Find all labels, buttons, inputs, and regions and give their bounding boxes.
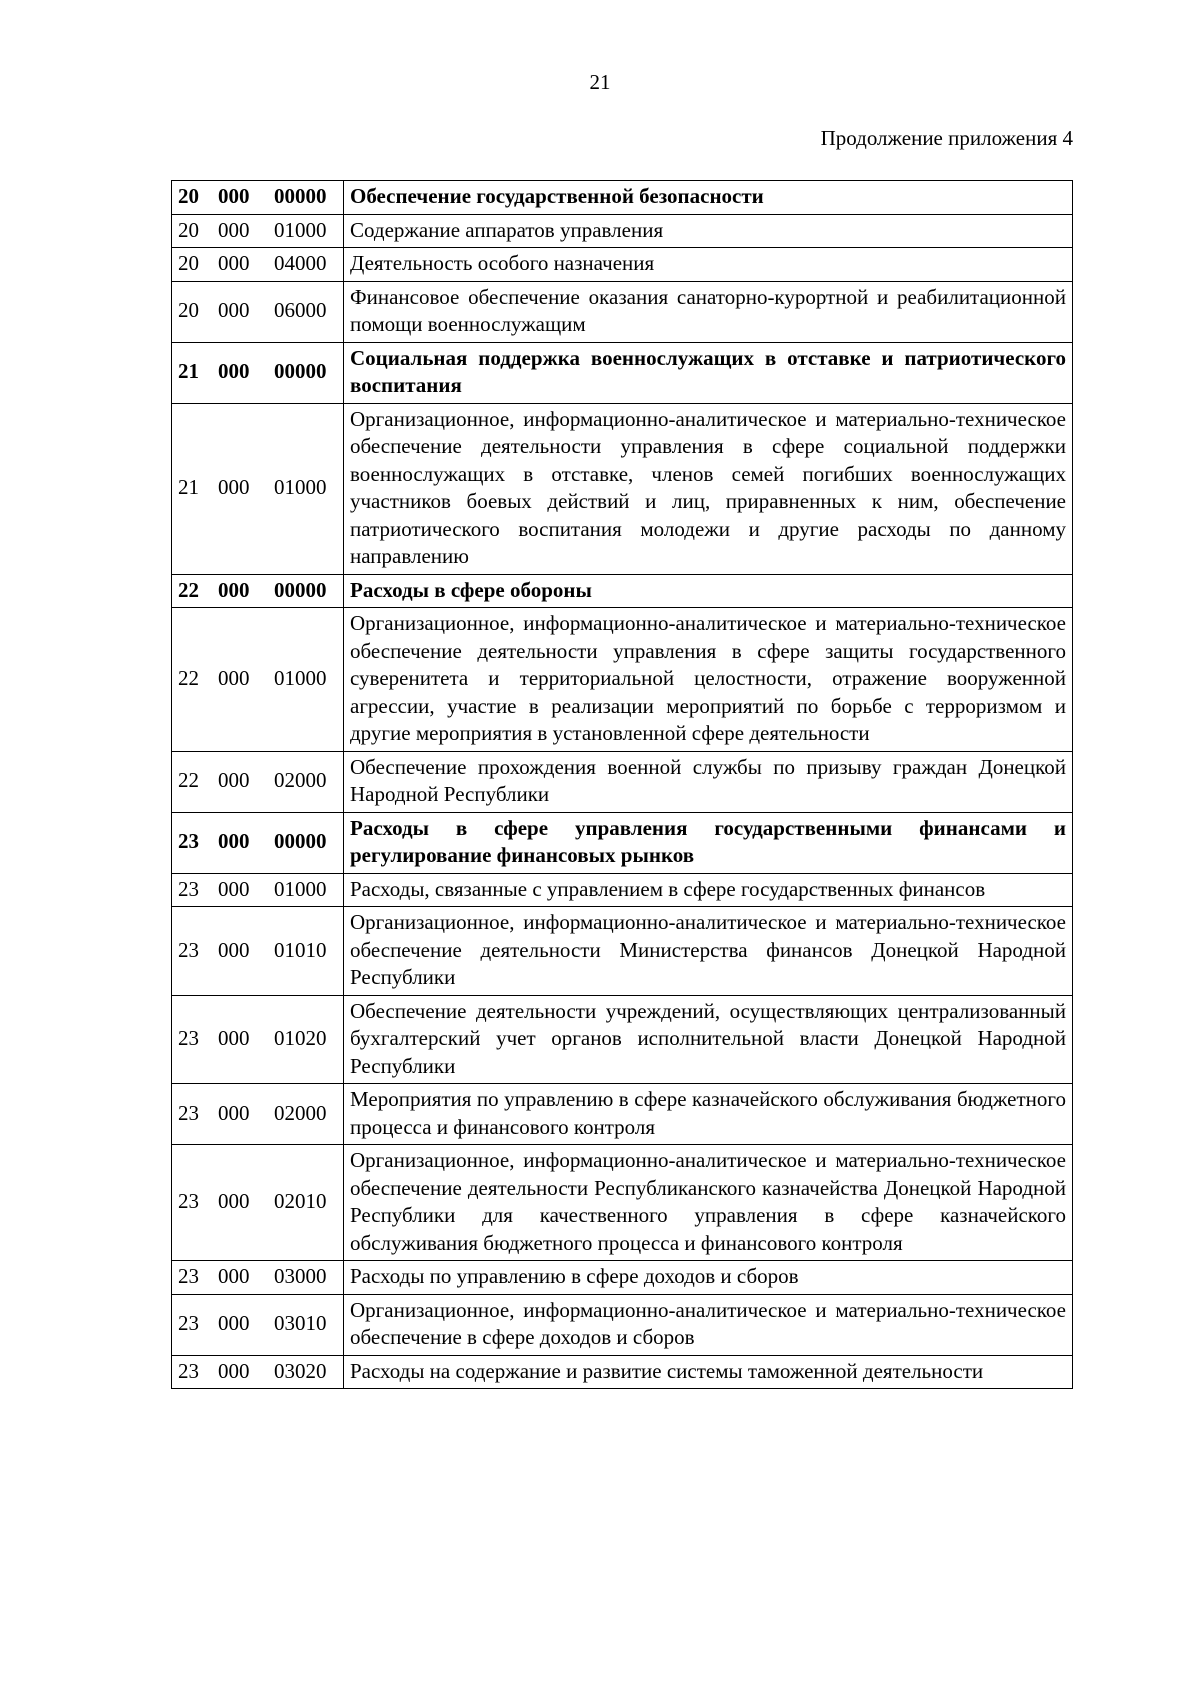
description-cell: Финансовое обеспечение оказания санаторно-курортной и реабилитационной помощи военнослужащим	[344, 281, 1073, 342]
code-part-2: 000	[218, 1026, 250, 1050]
table-row	[172, 995, 1073, 1084]
code-cell	[172, 574, 344, 608]
table-row	[172, 1355, 1073, 1389]
code-part-3: 06000	[274, 298, 327, 323]
code-part-2: 000	[218, 1311, 250, 1336]
table-row	[172, 1145, 1073, 1261]
table-row	[172, 1084, 1073, 1145]
code-part-1: 22	[178, 666, 199, 690]
table-row	[172, 248, 1073, 282]
code-part-2: 000	[218, 359, 250, 384]
table-row	[172, 403, 1073, 574]
description-cell: Мероприятия по управлению в сфере казначейского обслуживания бюджетного процесса и финансового контроля	[344, 1084, 1073, 1145]
code-part-3: 01000	[274, 217, 327, 242]
code-part-1: 23	[178, 1189, 199, 1214]
code-part-3: 00000	[274, 359, 327, 384]
description-cell: Расходы в сфере управления государственными финансами и регулирование финансовых рынков	[344, 812, 1073, 873]
description-cell: Организационное, информационно-аналитическое и материально-техническое обеспечение в сфере доходов и сборов	[344, 1294, 1073, 1355]
table-row	[172, 1261, 1073, 1295]
code-part-1: 20	[178, 217, 199, 242]
description-cell: Расходы по управлению в сфере доходов и сборов	[344, 1261, 1073, 1295]
description-cell: Организационное, информационно-аналитическое и материально-техническое обеспечение деятельности Министерства финансов Донецкой Народной Республики	[344, 907, 1073, 996]
table-row	[172, 873, 1073, 907]
code-part-3: 03020	[274, 1358, 327, 1383]
code-part-3: 01000	[274, 876, 327, 901]
description-cell: Деятельность особого назначения	[344, 248, 1073, 282]
code-part-2: 000	[218, 475, 250, 500]
code-part-1: 23	[178, 1311, 199, 1336]
code-part-1: 23	[178, 1100, 199, 1125]
code-part-3: 01000	[274, 475, 327, 500]
description-cell: Организационное, информационно-аналитическое и материально-техническое обеспечение деятельности управления в сфере социальной поддержки военнослужащих в отставке, членов семей погибших военнослужащих участников боевых действий и лиц, приравненных к ним, обеспечение патриотического воспитания молодежи и другие расходы по данному направлению	[344, 403, 1073, 574]
code-part-2: 000	[218, 577, 250, 602]
code-part-1: 23	[178, 876, 199, 901]
code-cell	[172, 812, 344, 873]
code-part-2: 000	[218, 298, 250, 323]
code-cell	[172, 751, 344, 812]
code-part-2: 000	[218, 184, 250, 208]
code-cell	[172, 1294, 344, 1355]
code-cell	[172, 873, 344, 907]
code-part-3: 03010	[274, 1311, 327, 1336]
description-cell: Расходы на содержание и развитие системы таможенной деятельности	[344, 1355, 1073, 1389]
description-cell: Обеспечение государственной безопасности	[344, 181, 1073, 215]
code-part-3: 01000	[274, 666, 327, 690]
section-header-row	[172, 181, 1073, 215]
description-cell: Содержание аппаратов управления	[344, 214, 1073, 248]
code-part-2: 000	[218, 768, 250, 793]
code-part-3: 02000	[274, 768, 327, 793]
code-cell	[172, 1261, 344, 1295]
continuation-label: Продолжение приложения 4	[820, 126, 1073, 150]
table-row	[172, 907, 1073, 996]
code-cell	[172, 907, 344, 996]
page-number: 21	[589, 70, 611, 94]
code-part-2: 000	[218, 1358, 250, 1383]
section-header-row	[172, 812, 1073, 873]
code-part-2: 000	[218, 937, 250, 962]
table-row	[172, 751, 1073, 812]
code-part-1: 20	[178, 184, 199, 208]
code-part-3: 02000	[274, 1100, 327, 1125]
code-cell	[172, 342, 344, 403]
code-cell	[172, 1145, 344, 1261]
code-part-3: 00000	[274, 184, 327, 208]
section-header-row	[172, 342, 1073, 403]
code-cell	[172, 608, 344, 752]
code-part-1: 22	[178, 577, 199, 602]
budget-code-table	[171, 180, 1073, 1389]
code-part-1: 23	[178, 829, 199, 854]
code-part-1: 20	[178, 298, 199, 323]
code-cell	[172, 248, 344, 282]
code-part-2: 000	[218, 217, 250, 242]
code-part-3: 00000	[274, 829, 327, 854]
table-row	[172, 608, 1073, 752]
code-cell	[172, 403, 344, 574]
code-part-2: 000	[218, 1264, 250, 1288]
description-cell: Обеспечение деятельности учреждений, осуществляющих централизованный бухгалтерский учет органов исполнительной власти Донецкой Народной Республики	[344, 995, 1073, 1084]
code-cell	[172, 281, 344, 342]
description-cell: Организационное, информационно-аналитическое и материально-техническое обеспечение деятельности управления в сфере защиты государственного суверенитета и территориальной целостности, отражение вооруженной агрессии, участие в реализации мероприятий по борьбе с терроризмом и другие мероприятия в установленной сфере деятельности	[344, 608, 1073, 752]
code-part-3: 01010	[274, 937, 327, 962]
budget-code-table-body	[172, 181, 1073, 1389]
code-part-1: 23	[178, 937, 199, 962]
code-part-1: 20	[178, 251, 199, 275]
code-part-3: 00000	[274, 577, 327, 602]
table-row	[172, 214, 1073, 248]
code-part-3: 01020	[274, 1026, 327, 1050]
code-cell	[172, 995, 344, 1084]
description-cell: Расходы, связанные с управлением в сфере государственных финансов	[344, 873, 1073, 907]
description-cell: Обеспечение прохождения военной службы по призыву граждан Донецкой Народной Республики	[344, 751, 1073, 812]
code-part-1: 23	[178, 1358, 199, 1383]
code-part-1: 23	[178, 1026, 199, 1050]
code-part-1: 21	[178, 359, 199, 384]
code-part-3: 03000	[274, 1264, 327, 1288]
description-cell: Расходы в сфере обороны	[344, 574, 1073, 608]
code-part-1: 23	[178, 1264, 199, 1288]
code-part-3: 04000	[274, 251, 327, 275]
description-cell: Организационное, информационно-аналитическое и материально-техническое обеспечение деятельности Республиканского казначейства Донецкой Народной Республики для качественного управления в сфере казначейского обслуживания бюджетного процесса и финансового контроля	[344, 1145, 1073, 1261]
code-part-2: 000	[218, 876, 250, 901]
table-row	[172, 281, 1073, 342]
code-part-2: 000	[218, 251, 250, 275]
code-part-2: 000	[218, 829, 250, 854]
code-part-2: 000	[218, 1189, 250, 1214]
code-part-1: 21	[178, 475, 199, 500]
section-header-row	[172, 574, 1073, 608]
code-part-2: 000	[218, 666, 250, 690]
code-cell	[172, 1355, 344, 1389]
table-row	[172, 1294, 1073, 1355]
code-cell	[172, 181, 344, 215]
description-cell: Социальная поддержка военнослужащих в отставке и патриотического воспитания	[344, 342, 1073, 403]
code-part-2: 000	[218, 1100, 250, 1125]
code-part-3: 02010	[274, 1189, 327, 1214]
code-cell	[172, 1084, 344, 1145]
code-cell	[172, 214, 344, 248]
code-part-1: 22	[178, 768, 199, 793]
